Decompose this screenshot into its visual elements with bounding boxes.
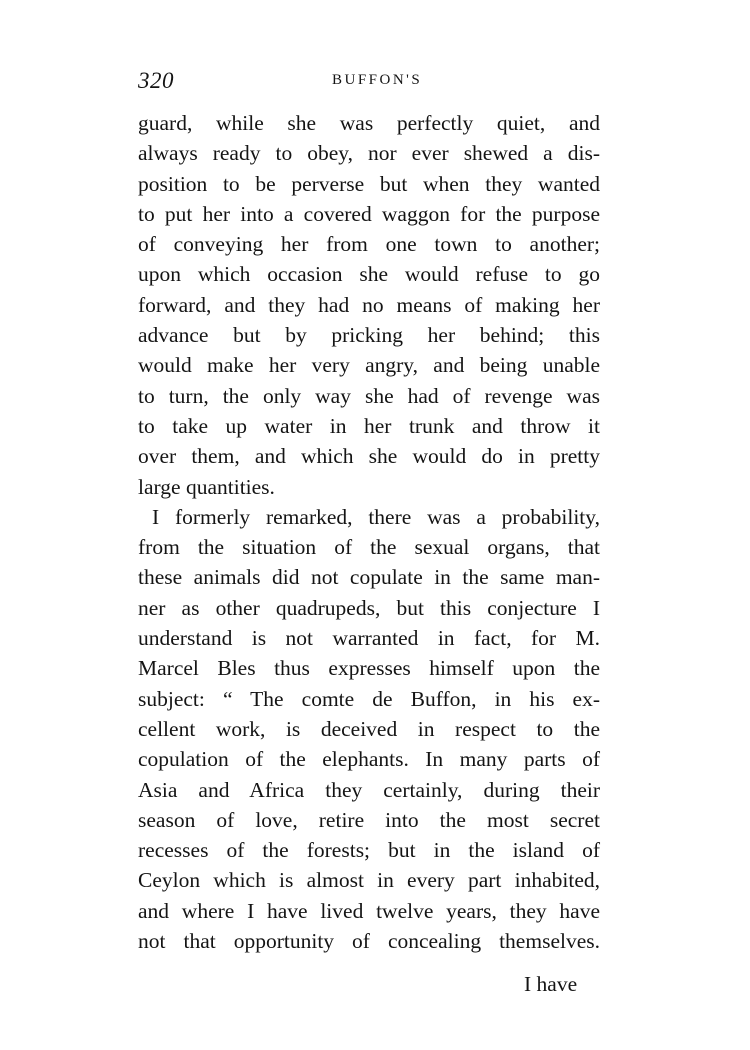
- text-line: to take up water in her trunk and throw it: [138, 413, 600, 438]
- text-line: these animals did not copulate in the same man-: [138, 565, 600, 590]
- text-line: upon which occasion she would refuse to go: [138, 262, 600, 287]
- text-line: to turn, the only way she had of revenge was: [138, 383, 600, 408]
- body-text: [138, 108, 600, 956]
- text-line: over them, and which she would do in pretty: [138, 444, 600, 469]
- text-line: guard, while she was perfectly quiet, and: [138, 111, 600, 135]
- text-line: Ceylon which is almost in every part inhabited,: [138, 868, 600, 893]
- text-line: understand is not warranted in fact, for M.: [138, 626, 600, 651]
- paragraph-end-line: large quantities.: [138, 474, 275, 499]
- text-line: not that opportunity of concealing themselves.: [138, 929, 600, 954]
- text-line: advance but by pricking her behind; this: [138, 323, 600, 348]
- text-line: position to be perverse but when they wanted: [138, 171, 600, 196]
- text-line: and where I have lived twelve years, they have: [138, 898, 600, 923]
- text-line: copulation of the elephants. In many parts of: [138, 747, 600, 772]
- page-number: 320: [138, 68, 174, 93]
- text-line: of conveying her from one town to another;: [138, 232, 600, 257]
- running-title: BUFFON'S: [332, 72, 423, 88]
- text-line: always ready to obey, nor ever shewed a dis-: [138, 141, 600, 166]
- text-line: Marcel Bles thus expresses himself upon the: [138, 656, 600, 681]
- text-line: Asia and Africa they certainly, during their: [138, 777, 600, 802]
- catchword: I have: [524, 972, 578, 996]
- text-line: to put her into a covered waggon for the purpose: [138, 201, 600, 226]
- text-line: would make her very angry, and being unable: [138, 353, 600, 378]
- text-line: recesses of the forests; but in the island of: [138, 838, 600, 863]
- text-line: season of love, retire into the most secret: [138, 807, 600, 832]
- text-line: subject: “ The comte de Buffon, in his ex-: [138, 686, 600, 711]
- paragraph-start-line: I formerly remarked, there was a probability,: [152, 504, 600, 529]
- running-head: [138, 68, 608, 98]
- text-line: ner as other quadrupeds, but this conjecture I: [138, 595, 600, 620]
- text-line: forward, and they had no means of making her: [138, 292, 600, 317]
- text-line: cellent work, is deceived in respect to the: [138, 716, 600, 741]
- text-line: from the situation of the sexual organs, that: [138, 535, 600, 560]
